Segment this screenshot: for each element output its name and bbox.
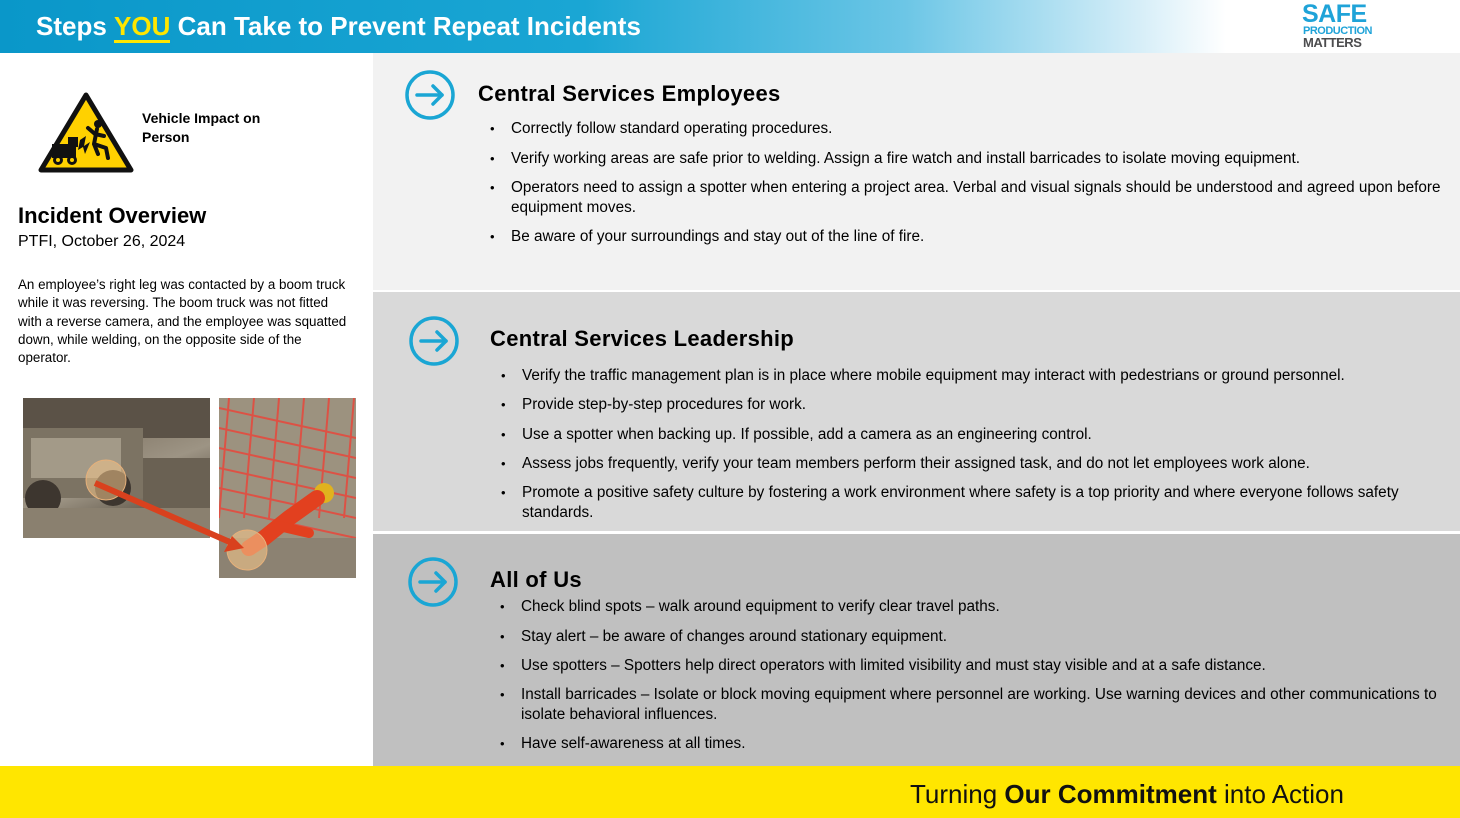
list-item: • Use a spotter when backing up. If possible, add a camera as an engineering control. — [522, 425, 1447, 445]
page-title — [36, 11, 641, 43]
section-title: Central Services Employees — [478, 81, 781, 106]
list-item: • Assess jobs frequently, verify your team members perform their assigned task, and do not let employees work alone. — [522, 454, 1447, 474]
leadership-bullet-list — [522, 366, 1447, 523]
list-item: • Correctly follow standard operating procedures. — [511, 119, 1451, 139]
arrow-right-circle-icon — [408, 315, 460, 367]
section-all-of-us — [373, 534, 1460, 766]
incident-date: PTFI, October 26, 2024 — [18, 233, 186, 250]
list-item: • Be aware of your surroundings and stay out of the line of fire. — [511, 227, 1451, 247]
list-item: • Check blind spots – walk around equipment to verify clear travel paths. — [521, 597, 1446, 617]
list-item: • Stay alert – be aware of changes around stationary equipment. — [521, 627, 1446, 647]
footer-text-after: into Action — [1216, 779, 1344, 809]
section-title: All of Us — [490, 567, 582, 592]
footer-banner — [0, 766, 1460, 818]
vehicle-impact-warning-icon — [38, 92, 134, 174]
list-item: • Operators need to assign a spotter when entering a project area. Verbal and visual signals should be understood and agreed upon before equipment moves. — [511, 178, 1451, 218]
incident-overview-title: Incident Overview — [18, 203, 207, 228]
section-leadership — [373, 292, 1460, 531]
title-text-before: Steps — [36, 11, 115, 41]
list-item: • Have self-awareness at all times. — [521, 734, 1446, 754]
hazard-label: Vehicle Impact on Person — [142, 110, 261, 145]
incident-photo-truck — [23, 398, 210, 538]
list-item: • Use spotters – Spotters help direct operators with limited visibility and must stay visible and at a safe distance. — [521, 656, 1446, 676]
header-banner — [0, 0, 1460, 53]
footer-text-bold: Our Commitment — [1004, 779, 1217, 809]
list-item: • Provide step-by-step procedures for work. — [522, 395, 1447, 415]
incident-photo-welder — [219, 398, 356, 578]
list-item: • Promote a positive safety culture by fostering a work environment where safety is a top priority and where everyone follows safety standards. — [522, 483, 1447, 523]
employees-bullet-list — [511, 119, 1451, 247]
list-item: • Verify working areas are safe prior to welding. Assign a fire watch and install barricades to isolate moving equipment. — [511, 149, 1451, 169]
footer-text-before: Turning — [910, 779, 1005, 809]
logo-line-matters: MATTERS — [1303, 35, 1362, 50]
incident-description: An employee’s right leg was contacted by a boom truck while it was reversing. The boom truck was not fitted with a reverse camera, and the employee was squatted down, while welding, on the opposite side of the operator. — [18, 277, 347, 366]
list-item: • Verify the traffic management plan is in place where mobile equipment may interact with pedestrians or ground personnel. — [522, 366, 1447, 386]
section-employees — [373, 53, 1460, 290]
arrow-right-circle-icon — [407, 556, 459, 608]
footer-tagline — [910, 779, 1344, 810]
logo-line-safe: SAFE — [1302, 0, 1367, 28]
title-text-after: Can Take to Prevent Repeat Incidents — [170, 11, 641, 41]
logo-line-production: PRODUCTION — [1303, 25, 1372, 37]
safe-production-matters-logo — [1302, 0, 1382, 50]
all-of-us-bullet-list — [521, 597, 1446, 754]
arrow-right-circle-icon — [404, 69, 456, 121]
section-title: Central Services Leadership — [490, 326, 795, 351]
title-highlight-you: YOU — [114, 11, 171, 41]
list-item: • Install barricades – Isolate or block moving equipment where personnel are working. Use warning devices and other communications to isolate behavioral influences. — [521, 685, 1446, 725]
